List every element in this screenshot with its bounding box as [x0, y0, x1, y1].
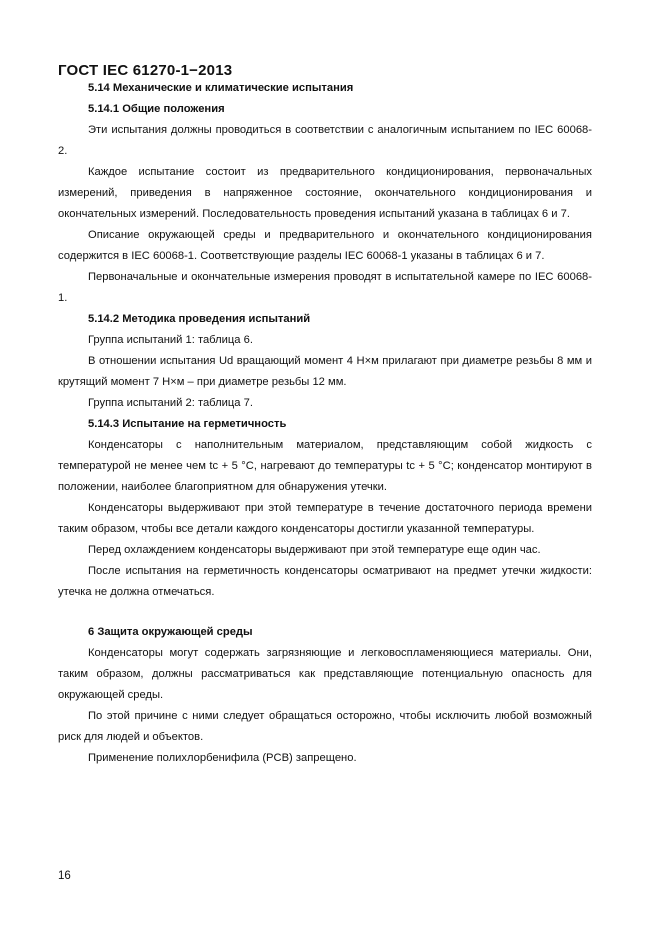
paragraph: После испытания на герметичность конденсаторы осматривают на предмет утечки жидкости: утечка не должна отмечаться. — [58, 565, 592, 598]
paragraph: Конденсаторы с наполнительным материалом, представляющим собой жидкость с температурой не менее чем tc + 5 °С, нагревают до температуры tc + 5 °С; конденсатор монтируют в положении, наиболее благоприятном для обнаружения утечки. — [58, 439, 592, 493]
section-5-14-1-heading: 5.14.1 Общие положения — [88, 103, 225, 115]
paragraph: Конденсаторы могут содержать загрязняющие и легковоспламеняющиеся материалы. Они, таким образом, должны рассматриваться как представляющие потенциальную опасность для окружающей среды. — [58, 647, 592, 701]
paragraph: Группа испытаний 2: таблица 7. — [88, 397, 253, 409]
paragraph: Перед охлаждением конденсаторы выдерживают при этой температуре еще один час. — [88, 544, 541, 556]
paragraph: Конденсаторы выдерживают при этой температуре в течение достаточного периода времени таким образом, чтобы все детали каждого конденсаторы достигли указанной температуры. — [58, 502, 592, 535]
section-5-14-3-heading: 5.14.3 Испытание на герметичность — [88, 418, 287, 430]
section-5-14-2-heading: 5.14.2 Методика проведения испытаний — [88, 313, 311, 325]
paragraph: Описание окружающей среды и предварительного и окончательного кондиционирования содержится в IEC 60068-1. Соответствующие разделы IEC 60068-1 указаны в таблицах 6 и 7. — [58, 229, 592, 262]
paragraph: Каждое испытание состоит из предварительного кондиционирования, первоначальных измерений, приведения в напряженное состояние, окончательного кондиционирования и окончательных измерений. Последовательность проведения испытаний указана в таблицах 6 и 7. — [58, 166, 592, 220]
paragraph: Группа испытаний 1: таблица 6. — [88, 334, 253, 346]
paragraph: Эти испытания должны проводиться в соответствии с аналогичным испытанием по IEC 60068-2. — [58, 124, 592, 157]
page-number: 16 — [58, 870, 71, 882]
document-body — [58, 78, 592, 769]
paragraph: В отношении испытания Ud вращающий момент 4 Н×м прилагают при диаметре резьбы 8 мм и крутящий момент 7 Н×м – при диаметре резьбы 12 мм. — [58, 355, 592, 388]
paragraph: Первоначальные и окончательные измерения проводят в испытательной камере по IEC 60068-1. — [58, 271, 592, 304]
paragraph: По этой причине с ними следует обращаться осторожно, чтобы исключить любой возможный риск для людей и объектов. — [58, 710, 592, 743]
section-5-14-heading: 5.14 Механические и климатические испытания — [88, 82, 354, 94]
paragraph: Применение полихлорбенифила (PCB) запрещено. — [88, 752, 357, 764]
section-6-heading: 6 Защита окружающей среды — [88, 626, 253, 638]
standard-code-header: ГОСТ IEC 61270-1−2013 — [58, 62, 233, 79]
